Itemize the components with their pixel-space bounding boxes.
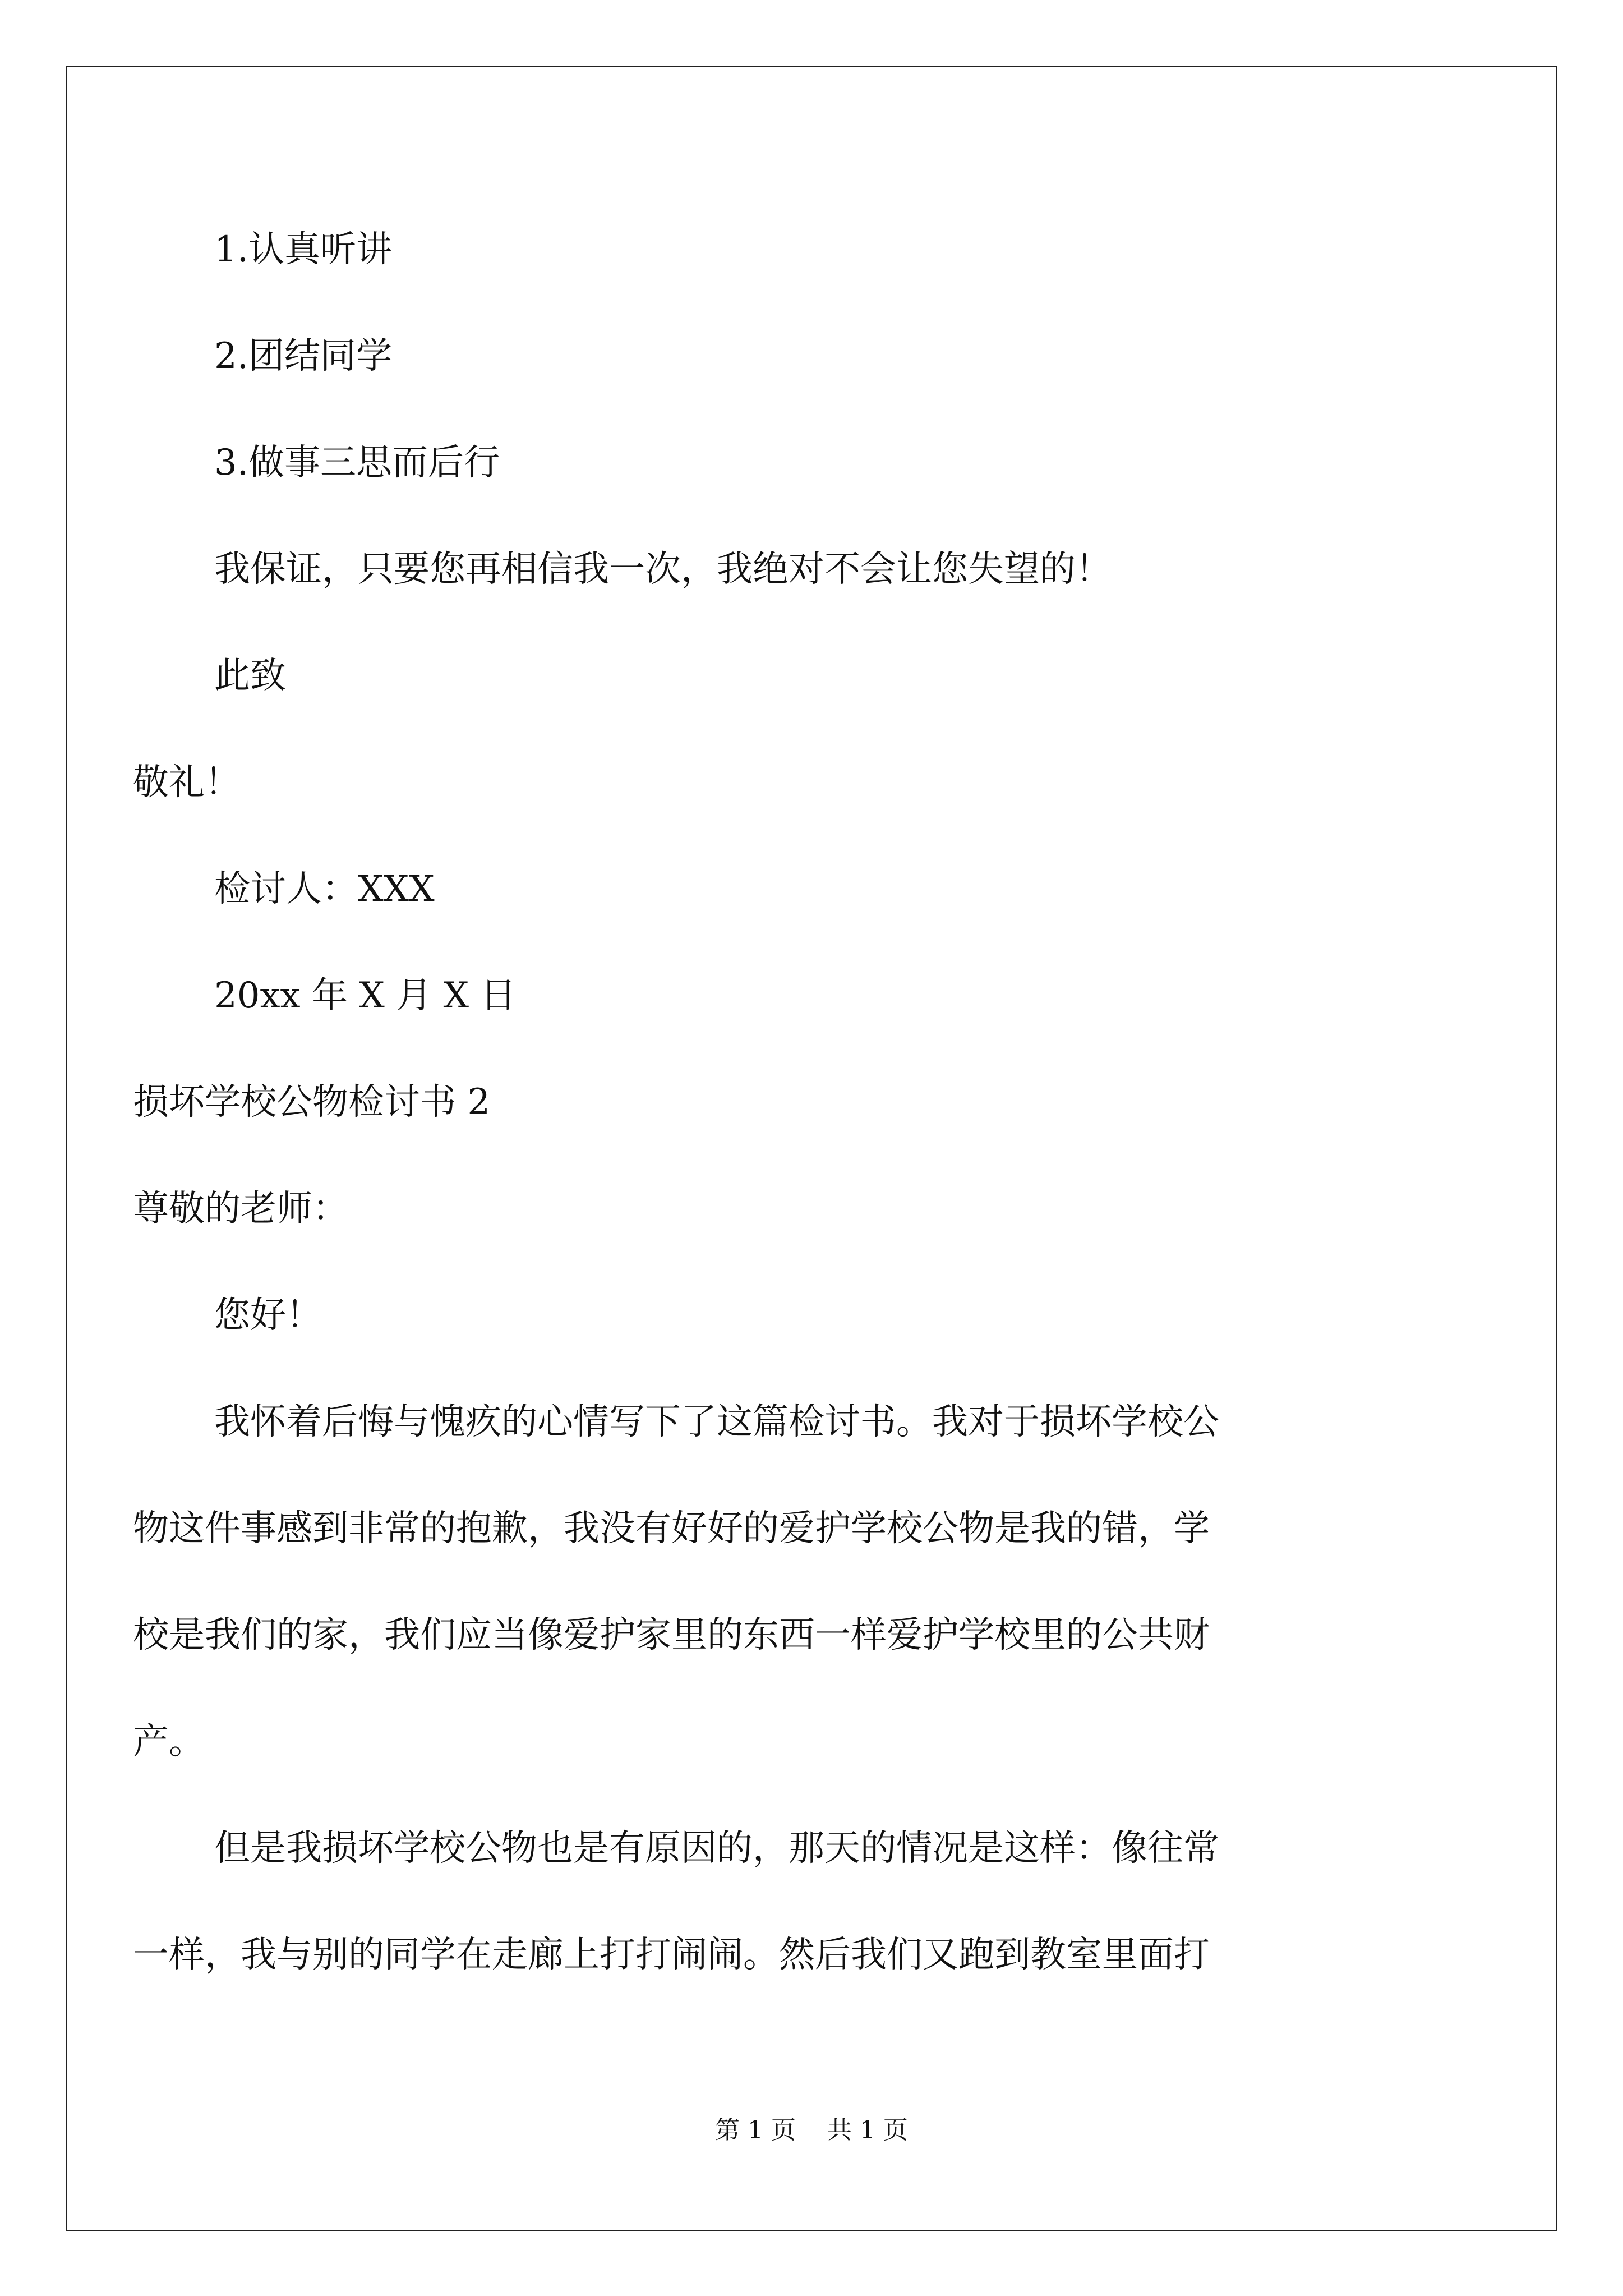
paragraph-line: 我怀着后悔与愧疚的心情写下了这篇检讨书。我对于损坏学校公	[214, 1401, 1219, 1443]
closing-cizhi: 此致	[214, 655, 286, 697]
section-title: 损坏学校公物检讨书 2	[133, 1082, 491, 1123]
list-item-2: 2.团结同学	[214, 335, 393, 377]
salutation: 尊敬的老师：	[133, 1188, 348, 1230]
list-item-3: 3.做事三思而后行	[214, 442, 500, 484]
promise-paragraph: 我保证，只要您再相信我一次，我绝对不会让您失望的！	[214, 549, 1112, 590]
date: 20xx 年 X 月 X 日	[214, 975, 517, 1016]
page-frame	[66, 66, 1557, 2231]
greeting: 您好！	[214, 1295, 322, 1336]
paragraph-line: 但是我损坏学校公物也是有原因的，那天的情况是这样：像往常	[214, 1828, 1219, 1869]
paragraph-line: 一样，我与别的同学在走廊上打打闹闹。然后我们又跑到教室里面打	[133, 1934, 1210, 1976]
signer: 检讨人：XXX	[214, 868, 435, 910]
paragraph-line: 校是我们的家，我们应当像爱护家里的东西一样爱护学校里的公共财	[133, 1614, 1210, 1656]
paragraph-line: 产。	[133, 1721, 205, 1763]
closing-jingli: 敬礼！	[133, 762, 241, 803]
paragraph-line: 物这件事感到非常的抱歉，我没有好好的爱护学校公物是我的错，学	[133, 1508, 1210, 1549]
list-item-1: 1.认真听讲	[214, 229, 393, 270]
page-footer: 第 1 页 共 1 页	[715, 2116, 908, 2145]
